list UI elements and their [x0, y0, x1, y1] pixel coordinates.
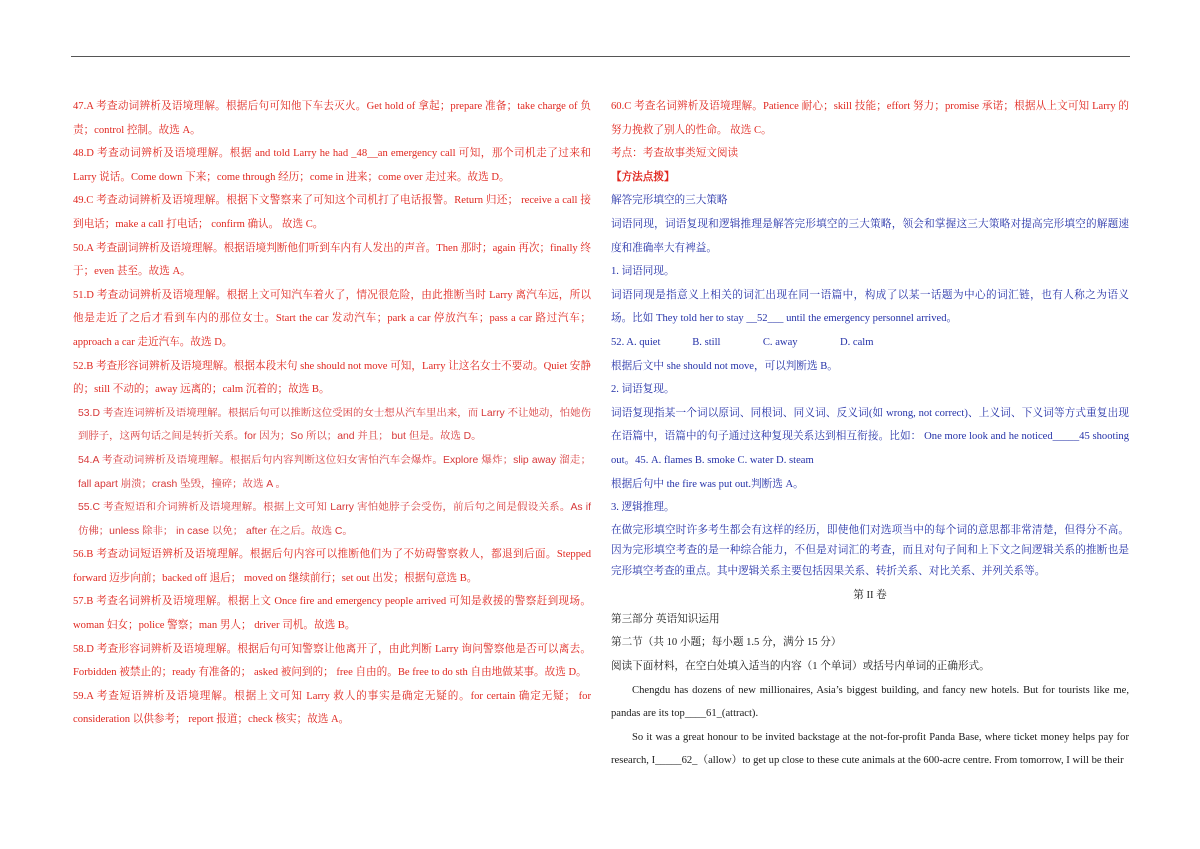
header-rule: [71, 56, 1130, 57]
answer-60: 60.C 考查名词辨析及语境理解。Patience 耐心；skill 技能；effort 努力；promise 承诺；根据从上文可知 Larry 的努力挽救了别人的性命。 故选 C。: [611, 101, 1129, 136]
answer-55: 55.C 考查短语和介词辨析及语境理解。根据上文可知 Larry 害怕她脖子会受伤，前后句之间是假设关系。As if 仿佛；unless 除非； in case 以免； after 在之后。故选 C。: [78, 502, 591, 537]
answer-48: 48.D 考查动词辨析及语境理解。根据 and told Larry he had _48__an emergency call 可知，那个司机走了过来和 Larry 说话。Come down 下来；come through 经历；come in 进来；come over 走过来。故选 D。: [73, 148, 591, 183]
strategy-2-heading: 2. 词语复现。: [611, 384, 675, 396]
volume-2-title: 第 II 卷: [853, 590, 887, 602]
answer-50: 50.A 考查副词辨析及语境理解。根据语境判断他们听到车内有人发出的声音。Then 那时；again 再次；finally 终于；even 甚至。故选 A。: [73, 242, 591, 278]
answer-59: 59.A 考查短语辨析及语境理解。根据上文可知 Larry 救人的事实是确定无疑的。for certain 确定无疑； for consideration 以供参考； report 报道；check 核实；故选 A。: [73, 690, 591, 726]
passage-paragraph-2: So it was a great honour to be invited backstage at the not-for-profit Panda Base, where ticket money helps pay for research, I_____62_（allow）to get up close to these cute animals at the 600-acre centre. From tomorrow, I will be their: [611, 731, 1129, 767]
example-52-options: 52. A. quiet B. still C. away D. calm: [611, 336, 874, 348]
example-45-answer: 根据后句中 the fire was put out.判断选 A。: [611, 478, 804, 490]
left-column: [73, 95, 591, 732]
answer-49: 49.C 考查动词辨析及语境理解。根据下文警察来了可知这个司机打了电话报警。Return 归还； receive a call 接到电话；make a call 打电话； confirm 确认。 故选 C。: [73, 195, 591, 230]
topic-note: 考点：考查故事类短文阅读: [611, 148, 739, 160]
strategy-3-heading: 3. 逻辑推理。: [611, 502, 675, 514]
strategy-intro: 词语同现，词语复现和逻辑推理是解答完形填空的三大策略，领会和掌握这三大策略对提高完形填空的解题速度和准确率大有裨益。: [611, 218, 1129, 254]
strategy-1-text: 词语同现是指意义上相关的词汇出现在同一语篇中，构成了以某一话题为中心的词汇链，也有人称之为语义场。比如 They told her to stay __52___ until the emergency personnel arrived。: [611, 289, 1129, 325]
strategy-2-text: 词语复现指某一个词以原词、同根词、同义词、反义词(如 wrong, not correct)、上义词、下义词等方式重复出现在语篇中，语篇中的句子通过这种复现关系达到相互衔接。比如： One more look and he noticed_____45 shooting out。45. A. flames B. smoke C. water D. steam: [611, 407, 1129, 466]
right-column: [611, 95, 1129, 773]
answer-53: 53.D 考查连词辨析及语境理解。根据后句可以推断这位受困的女士想从汽车里出来，而 Larry 不让她动，怕她伤到脖子，这两句话之间是转折关系。for 因为；So 所以；and 并且； but 但是。故选 D。: [78, 407, 591, 443]
passage-paragraph-1: Chengdu has dozens of new millionaires, Asia’s biggest building, and fancy new hotels. But for tourists like me, pandas are its top____61_(attract).: [611, 684, 1129, 720]
strategy-1-heading: 1. 词语同现。: [611, 266, 675, 278]
part-3-heading: 第三部分 英语知识运用: [611, 613, 720, 625]
answer-52: 52.B 考查形容词辨析及语境理解。根据本段末句 she should not move 可知，Larry 让这名女士不要动。Quiet 安静的；still 不动的；away 远离的；calm 沉着的；故选 B。: [73, 360, 591, 396]
section-2-heading: 第二节（共 10 小题；每小题 1.5 分，满分 15 分）: [611, 637, 842, 649]
answer-54: 54.A 考查动词辨析及语境理解。根据后句内容判断这位妇女害怕汽车会爆炸。Explore 爆炸；slip away 溜走；fall apart 崩溃；crash 坠毁，撞碎；故选 A 。: [78, 454, 591, 490]
answer-58: 58.D 考查形容词辨析及语境理解。根据后句可知警察让他离开了，由此判断 Larry 询问警察他是否可以离去。Forbidden 被禁止的；ready 有准备的； asked 被问到的； free 自由的。Be free to do sth 自由地做某事。故选 D。: [73, 643, 591, 679]
example-52-answer: 根据后文中 she should not move，可以判断选 B。: [611, 360, 838, 372]
strategy-3-text: 在做完形填空时许多考生都会有这样的经历，即使他们对选项当中的每个词的意思都非常清楚，但得分不高。因为完形填空考查的是一种综合能力，不但是对词汇的考查，而且对句子间和上下文之间逻辑关系的推断也是完形填空考查的重点。其中逻辑关系主要包括因果关系、转折关系、对比关系、并列关系等。: [611, 524, 1129, 577]
instructions: 阅读下面材料，在空白处填入适当的内容（1 个单词）或括号内单词的正确形式。: [611, 660, 990, 672]
method-heading: 【方法点拨】: [611, 171, 675, 183]
answer-57: 57.B 考查名词辨析及语境理解。根据上文 Once fire and emergency people arrived 可知是救援的警察赶到现场。woman 妇女；police 警察；man 男人； driver 司机。故选 B。: [73, 596, 591, 632]
answer-56: 56.B 考查动词短语辨析及语境理解。根据后句内容可以推断他们为了不妨碍警察救人，都退到后面。Stepped forward 迈步向前；backed off 退后； moved on 继续前行；set out 出发；根据句意选 B。: [73, 549, 591, 584]
answer-51: 51.D 考查动词辨析及语境理解。根据上文可知汽车着火了，情况很危险，由此推断当时 Larry 离汽车远，所以他是走近了之后才看到车内的那位女士。Start the car 发动汽车；park a car 停放汽车；pass a car 路过汽车；approach a car 走近汽车。故选 D。: [73, 289, 591, 348]
strategy-title: 解答完形填空的三大策略: [611, 195, 728, 207]
answer-47: 47.A 考查动词辨析及语境理解。根据后句可知他下车去灭火。Get hold of 拿起；prepare 准备；take charge of 负责；control 控制。故选 A。: [73, 101, 591, 136]
